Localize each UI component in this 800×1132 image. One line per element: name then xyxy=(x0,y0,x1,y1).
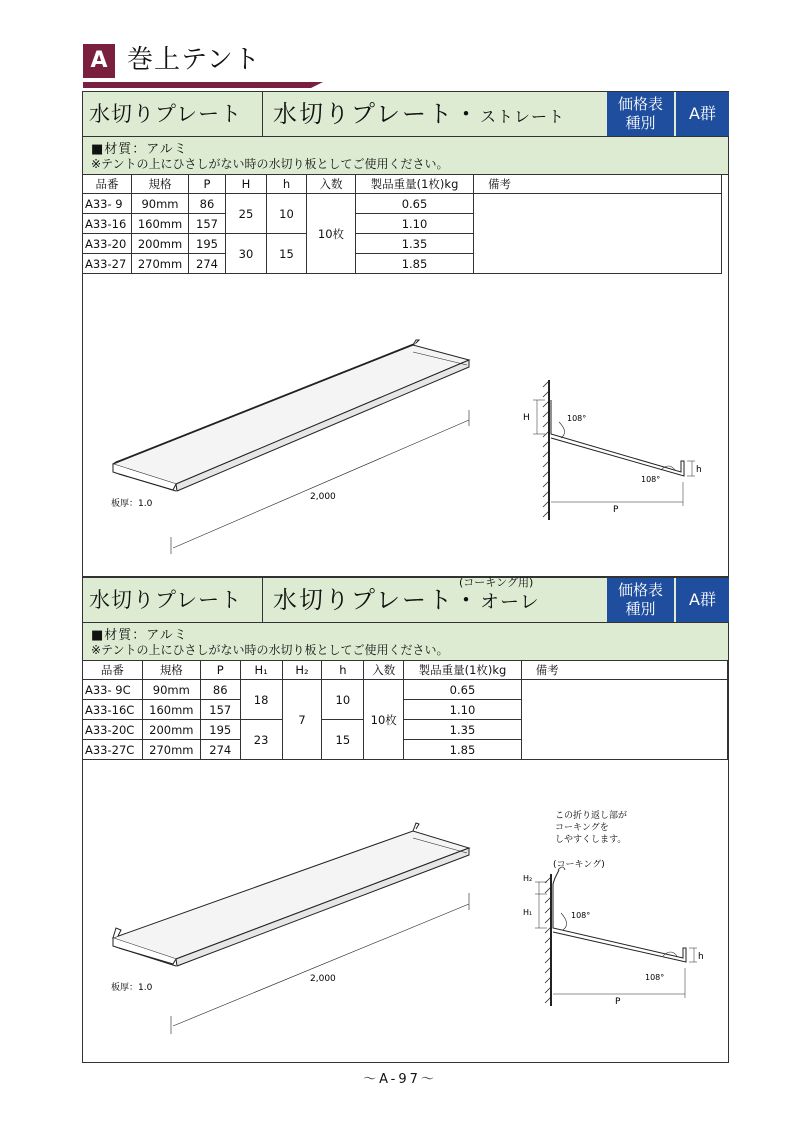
section-letter: A xyxy=(83,44,115,78)
header-cell: 製品重量(1枚)kg xyxy=(404,661,522,680)
header-cell: H xyxy=(226,175,267,194)
product-code: A33- 9 xyxy=(83,194,132,214)
spec-table xyxy=(82,660,728,760)
header-cell: 品番 xyxy=(83,661,143,680)
weight-cell: 1.85 xyxy=(356,254,474,274)
product-title-suffix: ストレート xyxy=(480,107,566,126)
h-cell: 10 xyxy=(322,680,364,720)
header-cell: 入数 xyxy=(307,175,356,194)
product-title xyxy=(267,92,565,136)
table-header xyxy=(83,661,728,680)
weight-cell: 1.35 xyxy=(356,234,474,254)
product-diagram xyxy=(83,778,728,1062)
product-code: A33-16C xyxy=(83,700,143,720)
product-title-main: 水切りプレート・ xyxy=(273,586,481,614)
header-cell: H₂ xyxy=(282,661,322,680)
price-label-line1: 価格表 xyxy=(617,581,663,599)
header-cell: 規格 xyxy=(132,175,189,194)
header-cell: H₁ xyxy=(240,661,282,680)
qty-cell: 10枚 xyxy=(307,194,356,274)
dim-H-label: H xyxy=(523,413,530,423)
h-cell: 10 xyxy=(267,194,307,234)
angle-top-label: 108° xyxy=(571,911,591,920)
h-cell: 15 xyxy=(322,720,364,760)
thickness-label: 板厚：1.0 xyxy=(111,983,153,993)
callout-line1: この折り返し部が xyxy=(555,811,628,821)
p-cell: 157 xyxy=(200,700,240,720)
spec-cell: 90mm xyxy=(132,194,189,214)
table-row xyxy=(83,194,722,214)
plate-drawing xyxy=(113,340,469,491)
header-cell: P xyxy=(200,661,240,680)
dim-h-label: h xyxy=(696,465,702,475)
header-cell: 入数 xyxy=(364,661,404,680)
length-label: 2,000 xyxy=(310,974,336,984)
product-diagram xyxy=(83,292,728,572)
H1-cell: 23 xyxy=(240,720,282,760)
spec-cell: 200mm xyxy=(132,234,189,254)
product-title-suffix: オーレ xyxy=(480,591,540,613)
remarks-cell xyxy=(521,680,727,760)
dim-P-label: P xyxy=(613,505,619,515)
spec-cell: 200mm xyxy=(142,720,200,740)
product-title-main: 水切りプレート・ xyxy=(273,100,481,128)
length-label: 2,000 xyxy=(310,492,336,502)
material-note: ※テントの上にひさしがない時の水切り板としてご使用ください。 xyxy=(91,643,449,657)
section-header xyxy=(83,40,723,88)
price-label-line2: 種別 xyxy=(625,600,656,618)
weight-cell: 0.65 xyxy=(404,680,522,700)
product-panel-straight xyxy=(82,91,729,577)
dim-P-label: P xyxy=(615,997,621,1007)
section-underline xyxy=(83,82,323,88)
weight-cell: 0.65 xyxy=(356,194,474,214)
angle-bottom-label: 108° xyxy=(641,475,661,484)
category-title: 水切りプレート xyxy=(83,578,263,622)
price-table-badge xyxy=(607,92,674,136)
weight-cell: 1.10 xyxy=(356,214,474,234)
product-code: A33-16 xyxy=(83,214,132,234)
dim-h-label: h xyxy=(698,952,704,962)
dim-H2-label: H₂ xyxy=(523,874,533,883)
section-title: 巻上テント xyxy=(127,45,261,75)
section-drawing xyxy=(533,380,695,520)
product-code: A33- 9C xyxy=(83,680,143,700)
header-cell: h xyxy=(322,661,364,680)
header-cell: 備考 xyxy=(521,661,727,680)
group-badge: A群 xyxy=(676,92,729,136)
page-number: 〜A-97〜 xyxy=(363,1072,437,1087)
table-row xyxy=(83,680,728,700)
spec-cell: 160mm xyxy=(142,700,200,720)
product-panel-ole xyxy=(82,577,729,1063)
p-cell: 86 xyxy=(200,680,240,700)
section-drawing xyxy=(535,867,697,1006)
weight-cell: 1.35 xyxy=(404,720,522,740)
angle-bottom-label: 108° xyxy=(645,973,665,982)
angle-top-label: 108° xyxy=(567,414,587,423)
h-cell: 15 xyxy=(267,234,307,274)
price-table-badge xyxy=(607,578,674,622)
product-code: A33-20C xyxy=(83,720,143,740)
price-label-line2: 種別 xyxy=(625,114,656,132)
p-cell: 274 xyxy=(200,740,240,760)
H-cell: 25 xyxy=(226,194,267,234)
p-cell: 86 xyxy=(189,194,226,214)
panel-title-row xyxy=(83,578,728,623)
spec-table xyxy=(82,174,722,274)
p-cell: 195 xyxy=(200,720,240,740)
product-code: A33-27C xyxy=(83,740,143,760)
weight-cell: 1.85 xyxy=(404,740,522,760)
thickness-label: 板厚：1.0 xyxy=(111,499,153,509)
product-code: A33-20 xyxy=(83,234,132,254)
material-note: ※テントの上にひさしがない時の水切り板としてご使用ください。 xyxy=(91,157,449,171)
caulk-label: (コーキング) xyxy=(553,860,605,870)
header-cell: 規格 xyxy=(142,661,200,680)
callout-line2: コーキングを xyxy=(555,823,609,833)
header-cell: h xyxy=(267,175,307,194)
H-cell: 30 xyxy=(226,234,267,274)
material-box xyxy=(83,137,728,175)
plate-drawing xyxy=(113,823,469,966)
material-box xyxy=(83,623,728,661)
header-cell: 製品重量(1枚)kg xyxy=(356,175,474,194)
weight-cell: 1.10 xyxy=(404,700,522,720)
qty-cell: 10枚 xyxy=(364,680,404,760)
dim-H1-label: H₁ xyxy=(523,908,533,917)
product-code: A33-27 xyxy=(83,254,132,274)
header-cell: 品番 xyxy=(83,175,132,194)
material-title: ■材質：アルミ xyxy=(91,628,188,643)
H1-cell: 18 xyxy=(240,680,282,720)
product-title-note: (コーキング用) xyxy=(459,576,534,589)
spec-cell: 160mm xyxy=(132,214,189,234)
material-title: ■材質：アルミ xyxy=(91,142,188,157)
p-cell: 157 xyxy=(189,214,226,234)
group-badge: A群 xyxy=(676,578,729,622)
p-cell: 195 xyxy=(189,234,226,254)
spec-cell: 270mm xyxy=(142,740,200,760)
product-title xyxy=(267,578,540,622)
callout-line3: しやすくします。 xyxy=(555,835,627,845)
spec-cell: 270mm xyxy=(132,254,189,274)
spec-cell: 90mm xyxy=(142,680,200,700)
table-header xyxy=(83,175,722,194)
H2-cell: 7 xyxy=(282,680,322,760)
p-cell: 274 xyxy=(189,254,226,274)
price-label-line1: 価格表 xyxy=(617,95,663,113)
header-cell: 備考 xyxy=(474,175,722,194)
remarks-cell xyxy=(474,194,722,274)
category-title: 水切りプレート xyxy=(83,92,263,136)
header-cell: P xyxy=(189,175,226,194)
panel-title-row xyxy=(83,92,728,137)
